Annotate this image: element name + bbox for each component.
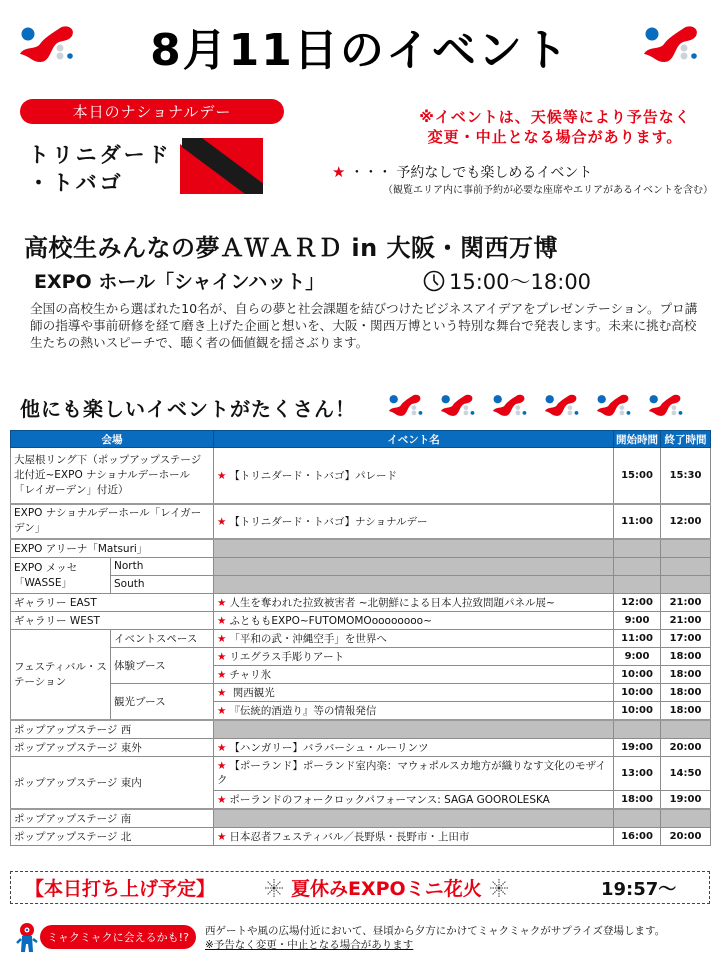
trinidad-tobago-flag-icon xyxy=(180,138,263,194)
start-time-cell-empty xyxy=(614,809,661,828)
header-end-time: 終了時間 xyxy=(661,431,711,448)
other-events-heading: 他にも楽しいイベントがたくさん！ xyxy=(20,397,356,421)
event-cell xyxy=(214,629,614,647)
start-time-cell-empty xyxy=(614,575,661,593)
event-name: 【トリニダード・トバゴ】パレード xyxy=(229,469,398,482)
end-time-cell: 20:00 xyxy=(661,827,711,845)
end-time-cell: 19:00 xyxy=(661,790,711,809)
end-time-cell: 15:30 xyxy=(661,448,711,504)
event-cell-empty xyxy=(214,557,614,575)
end-time-cell: 18:00 xyxy=(661,683,711,701)
footer-line2: ※予告なく変更・中止となる場合があります xyxy=(205,939,414,951)
table-row xyxy=(11,539,711,558)
star-icon: ★ xyxy=(332,163,346,181)
expo-logo-icon xyxy=(591,388,635,420)
start-time-cell: 11:00 xyxy=(614,629,661,647)
end-time-cell: 12:00 xyxy=(661,504,711,539)
table-row xyxy=(11,756,711,790)
venue-cell: EXPO メッセ「WASSE」 xyxy=(11,557,111,593)
notice xyxy=(405,107,705,147)
star-icon: ★ xyxy=(217,515,227,528)
star-icon: ★ xyxy=(217,469,227,482)
venue-cell: フェスティバル・ステーション xyxy=(11,629,111,720)
event-cell xyxy=(214,683,614,701)
table-row xyxy=(11,809,711,828)
feature-event-time xyxy=(423,266,591,296)
event-name: ふとももEXPO~FUTOMOMOoooooooo~ xyxy=(229,614,432,627)
venue-cell: ギャラリー WEST xyxy=(11,611,214,629)
event-cell xyxy=(214,448,614,504)
start-time-cell-empty xyxy=(614,557,661,575)
event-name: ポーランドのフォークロックパフォーマンス: SAGA GOOROLESKA xyxy=(229,793,550,806)
end-time-cell: 18:00 xyxy=(661,665,711,683)
table-row xyxy=(11,647,711,665)
star-icon: ★ xyxy=(217,650,227,663)
event-name: 【ポーランド】ポーランド室内楽：マウォポルスカ地方が織りなす文化のモザイク xyxy=(217,760,606,786)
feature-time-text: 15:00〜18:00 xyxy=(449,270,592,294)
event-name: リエグラス手彫りアート xyxy=(229,650,345,663)
fireworks-banner xyxy=(10,871,710,904)
star-icon: ★ xyxy=(217,632,227,645)
event-name: 「平和の武・沖縄空手」を世界へ xyxy=(229,632,387,645)
end-time-cell-empty xyxy=(661,720,711,739)
star-icon: ★ xyxy=(217,668,227,681)
event-cell-empty xyxy=(214,575,614,593)
event-cell xyxy=(214,593,614,611)
footer-text xyxy=(205,924,665,952)
start-time-cell: 9:00 xyxy=(614,611,661,629)
table-row xyxy=(11,827,711,845)
end-time-cell: 21:00 xyxy=(661,611,711,629)
end-time-cell-empty xyxy=(661,539,711,558)
end-time-cell-empty xyxy=(661,557,711,575)
feature-event-venue: EXPO ホール「シャインハット」 xyxy=(34,271,325,293)
star-icon: ★ xyxy=(217,760,227,772)
expo-logo-icon xyxy=(383,388,427,420)
end-time-cell: 18:00 xyxy=(661,647,711,665)
fireworks-icon xyxy=(263,877,285,899)
start-time-cell: 16:00 xyxy=(614,827,661,845)
events-table xyxy=(10,430,711,846)
feature-event-description: 全国の高校生から選ばれた10名が、自らの夢と社会課題を結びつけたビジネスアイデアをプレゼンテーション。プロ講師の指導や事前研修を経て磨き上げた企画と想いを、大阪・関西万博という特別な舞台で発表します。未来に挑む高校生たちの熱いスピーチで、聴く者の価値観を揺さぶります。 xyxy=(30,301,698,350)
event-name: 日本忍者フェスティバル／長野県・長野市・上田市 xyxy=(229,830,470,843)
event-cell xyxy=(214,790,614,809)
sub-venue-cell: South xyxy=(111,575,214,593)
fireworks-title: 夏休みEXPOミニ花火 xyxy=(291,878,482,900)
start-time-cell: 12:00 xyxy=(614,593,661,611)
expo-logo-icon xyxy=(487,388,531,420)
start-time-cell: 10:00 xyxy=(614,701,661,720)
table-row xyxy=(11,683,711,701)
event-name: 人生を奪われた拉致被害者 ~北朝鮮による日本人拉致問題パネル展~ xyxy=(229,596,555,609)
header-event-name: イベント名 xyxy=(214,431,614,448)
venue-cell: ポップアップステージ 南 xyxy=(11,809,214,828)
event-cell-empty xyxy=(214,809,614,828)
event-cell xyxy=(214,665,614,683)
star-icon: ★ xyxy=(217,704,227,717)
national-day-label: 本日のナショナルデー xyxy=(20,99,284,124)
fireworks-label: 【本日打ち上げ予定】 xyxy=(25,878,216,900)
sub-venue-cell: North xyxy=(111,557,214,575)
start-time-cell: 19:00 xyxy=(614,738,661,756)
venue-cell: ポップアップステージ 西 xyxy=(11,720,214,739)
expo-logo-icon xyxy=(435,388,479,420)
table-row xyxy=(11,593,711,611)
end-time-cell-empty xyxy=(661,575,711,593)
start-time-cell: 13:00 xyxy=(614,756,661,790)
start-time-cell: 11:00 xyxy=(614,504,661,539)
sub-venue-cell: 体験ブース xyxy=(111,647,214,683)
end-time-cell-empty xyxy=(661,809,711,828)
decorative-logo-row xyxy=(383,388,687,420)
end-time-cell: 20:00 xyxy=(661,738,711,756)
star-icon: ★ xyxy=(217,793,227,806)
legend-text: ・・・ 予約なしでも楽しめるイベント xyxy=(349,165,593,181)
star-icon: ★ xyxy=(217,741,227,754)
end-time-cell: 14:50 xyxy=(661,756,711,790)
start-time-cell-empty xyxy=(614,720,661,739)
country-name-line1: トリニダード xyxy=(28,143,172,167)
start-time-cell-empty xyxy=(614,539,661,558)
venue-cell: EXPO ナショナルデーホール「レイガーデン」 xyxy=(11,504,214,539)
myaku-myaku-mascot-icon xyxy=(16,922,38,958)
event-name: 関西観光 xyxy=(229,686,275,699)
sub-venue-cell: 観光ブース xyxy=(111,683,214,720)
table-header-row xyxy=(11,431,711,448)
page-title: 8月11日のイベント xyxy=(150,25,570,76)
footer-line1: 西ゲートや風の広場付近において、昼頃から夕方にかけてミャクミャクがサプライズ登場します。 xyxy=(205,925,666,937)
table-row xyxy=(11,720,711,739)
event-name: 【ハンガリー】バラバーシュ・ルーリンツ xyxy=(229,741,429,754)
start-time-cell: 18:00 xyxy=(614,790,661,809)
table-row xyxy=(11,629,711,647)
event-cell xyxy=(214,756,614,790)
end-time-cell: 21:00 xyxy=(661,593,711,611)
country-name-line2: ・トバゴ xyxy=(28,171,124,195)
expo-logo-icon xyxy=(643,388,687,420)
fireworks-icon xyxy=(488,877,510,899)
venue-cell: ギャラリー EAST xyxy=(11,593,214,611)
expo-logo-icon xyxy=(634,20,708,64)
venue-cell: 大屋根リング下（ポップアップステージ北付近~EXPO ナショナルデーホール「レイガーデン」付近） xyxy=(11,448,214,504)
venue-cell: ポップアップステージ 北 xyxy=(11,827,214,845)
end-time-cell: 18:00 xyxy=(661,701,711,720)
start-time-cell: 15:00 xyxy=(614,448,661,504)
legend-subtext: （観覧エリア内に事前予約が必要な座席やエリアがあるイベントを含む） xyxy=(383,185,713,196)
table-row xyxy=(11,611,711,629)
expo-logo-icon xyxy=(539,388,583,420)
country-name xyxy=(28,141,172,197)
end-time-cell: 17:00 xyxy=(661,629,711,647)
event-cell-empty xyxy=(214,720,614,739)
header-start-time: 開始時間 xyxy=(614,431,661,448)
fireworks-time: 19:57〜 xyxy=(601,878,677,900)
header-venue: 会場 xyxy=(11,431,214,448)
event-name: チャリ氷 xyxy=(229,668,272,681)
venue-cell: ポップアップステージ 東外 xyxy=(11,738,214,756)
table-row xyxy=(11,448,711,504)
table-row xyxy=(11,504,711,539)
venue-cell: ポップアップステージ 東内 xyxy=(11,756,214,809)
venue-cell: EXPO アリーナ「Matsuri」 xyxy=(11,539,214,558)
table-row xyxy=(11,575,711,593)
start-time-cell: 10:00 xyxy=(614,683,661,701)
event-cell xyxy=(214,738,614,756)
start-time-cell: 9:00 xyxy=(614,647,661,665)
start-time-cell: 10:00 xyxy=(614,665,661,683)
sub-venue-cell: イベントスペース xyxy=(111,629,214,647)
notice-line2: 変更・中止となる場合があります。 xyxy=(427,128,683,146)
event-cell xyxy=(214,647,614,665)
notice-line1: ※イベントは、天候等により予告なく xyxy=(419,108,691,126)
table-row xyxy=(11,557,711,575)
event-cell xyxy=(214,504,614,539)
event-cell xyxy=(214,827,614,845)
table-row xyxy=(11,738,711,756)
event-name: 【トリニダード・トバゴ】ナショナルデー xyxy=(229,515,428,528)
star-icon: ★ xyxy=(217,686,227,699)
fireworks-title-group xyxy=(263,874,510,901)
star-icon: ★ xyxy=(217,830,227,843)
clock-icon xyxy=(423,270,445,292)
legend xyxy=(332,162,592,182)
event-cell-empty xyxy=(214,539,614,558)
star-icon: ★ xyxy=(217,614,227,627)
mascot-notice-label: ミャクミャクに会えるかも!? xyxy=(40,925,196,949)
event-name: 『伝統的酒造り』等の情報発信 xyxy=(229,704,377,717)
feature-event-title: 高校生みんなの夢ＡＷＡＲＤ in 大阪・関西万博 xyxy=(24,234,559,262)
event-cell xyxy=(214,701,614,720)
event-cell xyxy=(214,611,614,629)
star-icon: ★ xyxy=(217,596,227,609)
